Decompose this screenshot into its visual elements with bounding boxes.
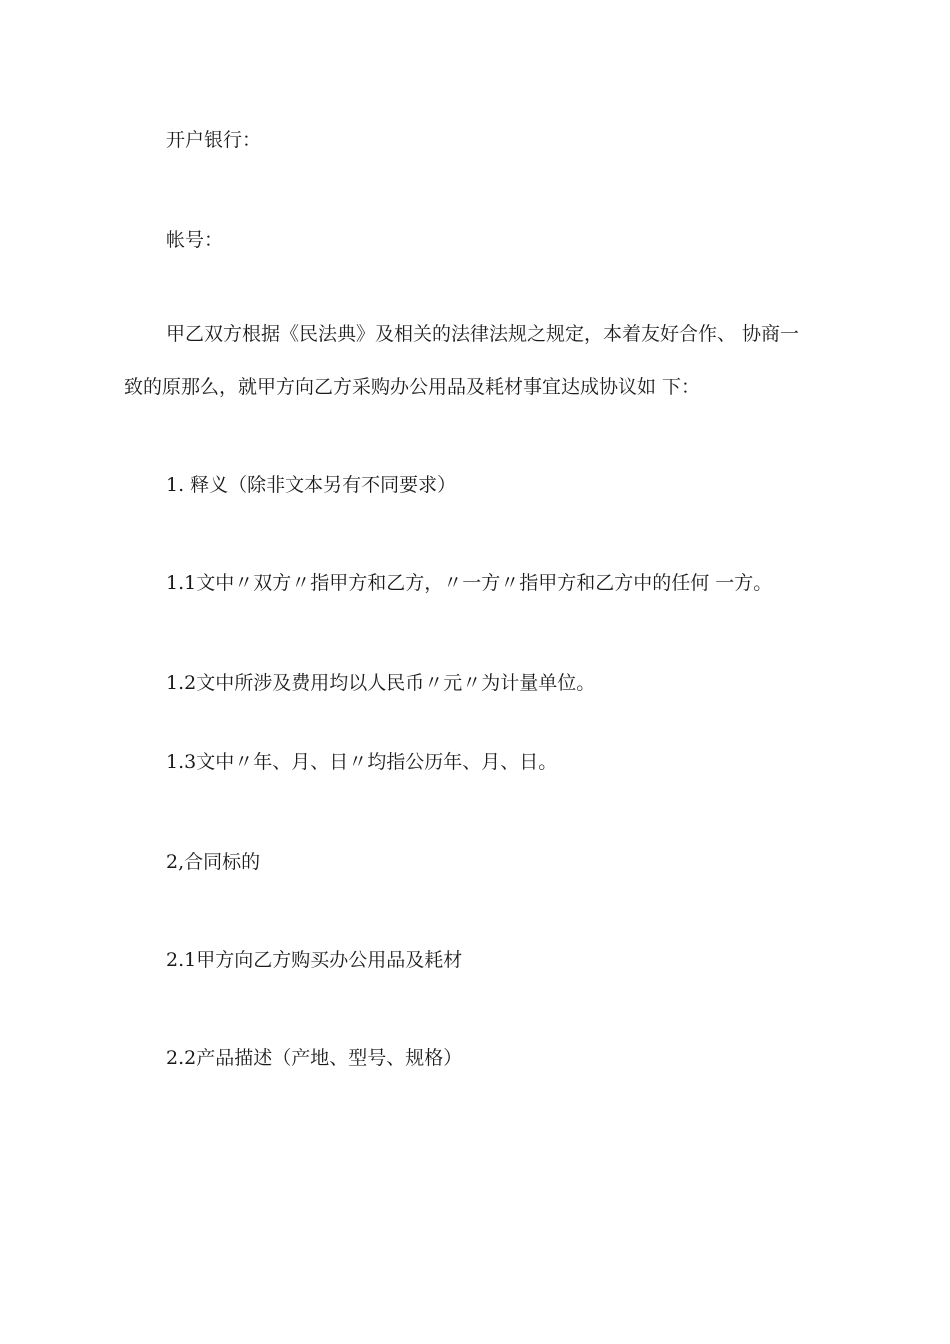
section-2-heading: 2,合同标的 xyxy=(166,851,261,873)
clause-1-3: 1.3文中〃年、月、日〃均指公历年、月、日。 xyxy=(166,751,558,773)
clause-1-1: 1.1文中〃双方〃指甲方和乙方，〃一方〃指甲方和乙方中的任何 一方。 xyxy=(166,572,773,594)
clause-2-2: 2.2产品描述（产地、型号、规格） xyxy=(166,1047,463,1069)
clause-2-1: 2.1甲方向乙方购买办公用品及耗材 xyxy=(166,949,463,971)
clause-1-2: 1.2文中所涉及费用均以人民币〃元〃为计量单位。 xyxy=(166,672,596,694)
account-label: 帐号： xyxy=(166,229,224,251)
section-1-heading: 1. 释义（除非文本另有不同要求） xyxy=(166,474,457,496)
preamble-line-1: 甲乙双方根据《民法典》及相关的法律法规之规定，本着友好合作、 协商一 xyxy=(166,323,800,345)
bank-label: 开户银行： xyxy=(166,129,262,151)
preamble-line-2: 致的原那么，就甲方向乙方采购办公用品及耗材事宜达成协议如 下： xyxy=(124,376,701,398)
